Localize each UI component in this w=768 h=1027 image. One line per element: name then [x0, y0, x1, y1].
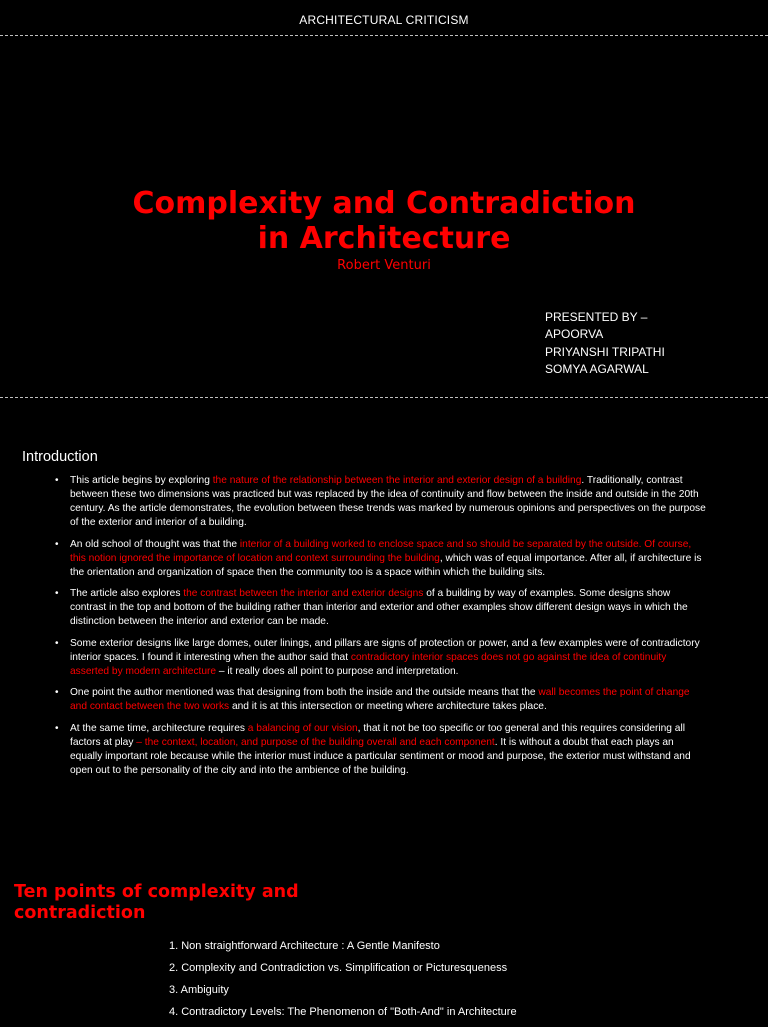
paragraph-text: This article begins by exploring	[70, 475, 213, 486]
list-item	[55, 538, 706, 580]
list-item	[55, 474, 706, 530]
cover-title-line-1: Complexity and Contradiction	[132, 186, 636, 221]
bullet-icon: •	[55, 687, 59, 699]
cover-author: Robert Venturi	[337, 258, 431, 273]
presenter-name: APOORVA	[545, 327, 604, 342]
introduction-list	[55, 474, 706, 786]
paragraph-text: , which was of equal importance. After all, if architecture is the orientation and organization of space then the community too is a space within which the building sits.	[70, 552, 702, 578]
paragraph-text: . It is without a doubt that each plays an equally important role because while the interior must induce a particular sentiment or mood and purpose, the exterior must withstand and open out to the personality of the city and into the ambience of the building.	[70, 736, 691, 776]
list-item: 3. Ambiguity	[169, 984, 229, 996]
presenter-name: PRIYANSHI TRIPATHI	[545, 344, 665, 359]
highlighted-text: contradictory interior spaces does not go against the idea of continuity asserted by modern architecture	[70, 651, 667, 677]
bullet-icon: •	[55, 637, 59, 649]
presenters-block	[545, 309, 665, 378]
cover-title-line-2: in Architecture	[257, 221, 511, 256]
highlighted-text: a balancing of our vision	[247, 722, 358, 734]
paragraph-text: An old school of thought was that the	[70, 538, 240, 550]
header-divider	[0, 35, 768, 36]
list-item: 1. Non straightforward Architecture : A Gentle Manifesto	[169, 940, 440, 952]
highlighted-text: interior of a building worked to enclose space and so should be separated by the outside. Of course, this notion ignored the importance of location and context surrounding the building	[70, 538, 692, 564]
paragraph-text: , that it not be too specific or too general and this requires considering all factors at play	[70, 722, 685, 748]
list-item	[55, 587, 706, 629]
list-item	[55, 637, 706, 679]
ten-points-heading-line-2: contradiction	[14, 903, 146, 923]
highlighted-text: wall becomes the point of change and contact between the two works	[70, 687, 690, 713]
cover-divider	[0, 397, 768, 398]
cover-title	[0, 186, 768, 256]
highlighted-text: the contrast between the interior and exterior designs	[183, 588, 424, 600]
bullet-icon: •	[55, 538, 59, 550]
highlighted-text: – the context, location, and purpose of the building overall and each component	[136, 736, 495, 748]
paragraph-text: . Traditionally, contrast between these two dimensions was practiced but was replaced by the idea of continuity and flow between the inside and outside in the 20th century. As the article demonstrates, the evolution between these trends was marked by numerous opinions and perspectives on the purpose of the exterior and interior of a building.	[70, 475, 706, 528]
list-item	[55, 722, 706, 778]
list-item: 4. Contradictory Levels: The Phenomenon of "Both-And" in Architecture	[169, 1006, 517, 1018]
paragraph-text: of a building by way of examples. Some designs show contrast in the top and bottom of the building rather than interior and exterior and other examples show different design ways in which the distinction between the interior and exterior can be made.	[70, 588, 688, 628]
paragraph-text: At the same time, architecture requires	[70, 722, 248, 734]
paragraph-text: Some exterior designs like large domes, outer linings, and pillars are signs of protection or power, and a few examples were of contradictory interior spaces. I found it interesting when the author said that	[70, 637, 700, 663]
paragraph-text: One point the author mentioned was that designing from both the inside and the outside means that the	[70, 687, 539, 699]
ten-points-heading	[14, 882, 299, 924]
paragraph-text: The article also explores	[70, 588, 184, 600]
list-item	[55, 686, 706, 714]
presenter-name: SOMYA AGARWAL	[545, 361, 649, 376]
bullet-icon: •	[55, 475, 59, 486]
bullet-icon: •	[55, 588, 59, 600]
introduction-heading: Introduction	[22, 449, 98, 465]
ten-points-list	[169, 939, 517, 1027]
paragraph-text: and it is at this intersection or meeting where architecture takes place.	[229, 701, 547, 713]
paragraph-text: – it really does all point to purpose and interpretation.	[216, 665, 459, 677]
running-header: ARCHITECTURAL CRITICISM	[299, 13, 469, 27]
ten-points-heading-line-1: Ten points of complexity and	[14, 882, 299, 902]
list-item: 2. Complexity and Contradiction vs. Simplification or Picturesqueness	[169, 962, 508, 974]
bullet-icon: •	[55, 722, 59, 734]
highlighted-text: the nature of the relationship between the interior and exterior design of a building	[212, 475, 582, 486]
presented-by-label: PRESENTED BY –	[545, 310, 648, 324]
